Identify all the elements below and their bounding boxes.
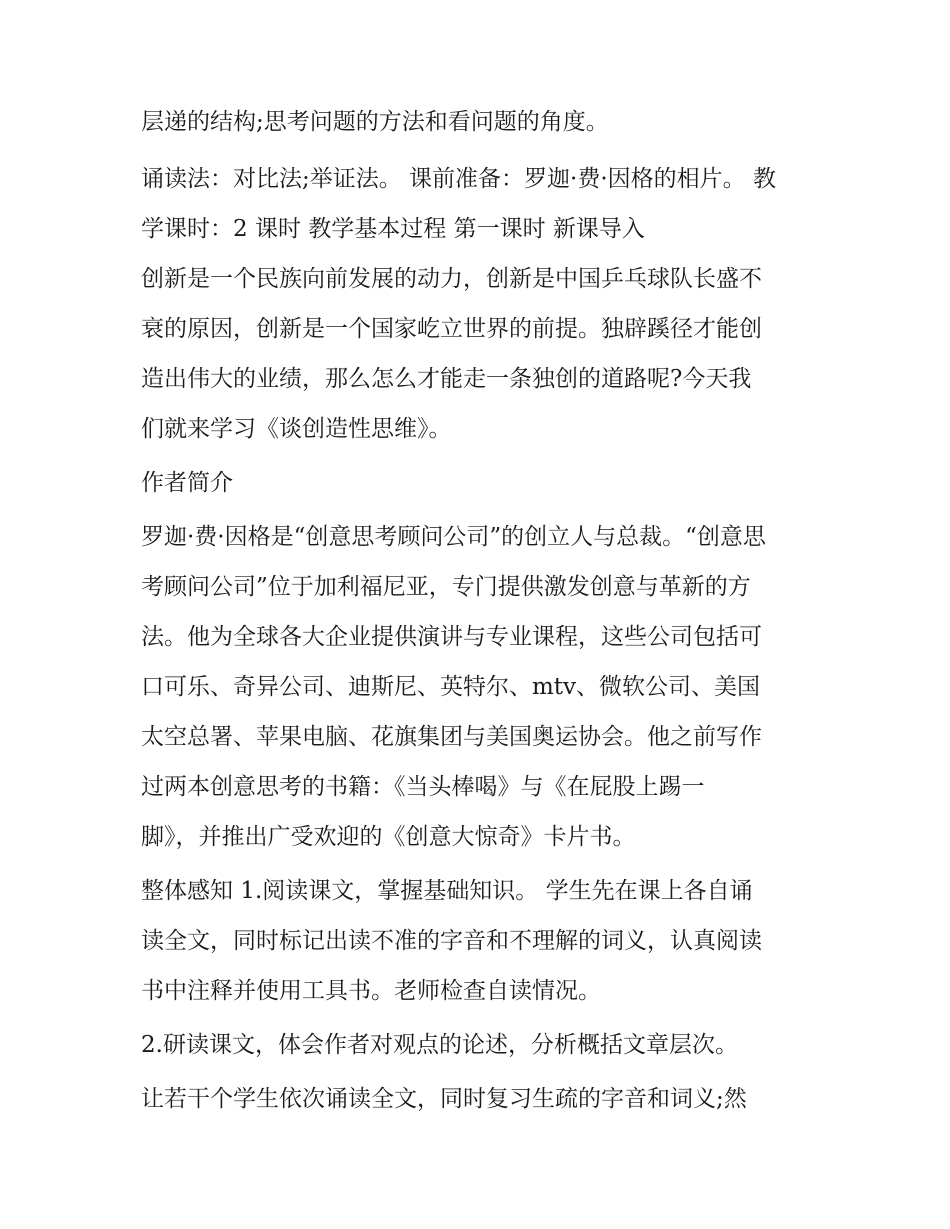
text-line: 整体感知 1.阅读课文，掌握基础知识。 学生先在课上各自诵 [141,878,753,904]
text-line: 脚》，并推出广受欢迎的《创意大惊奇》卡片书。 [141,824,636,850]
text-line: 创新是一个民族向前发展的动力，创新是中国乒乓球队长盛不 [141,266,762,292]
text-line: 口可乐、奇异公司、迪斯尼、英特尔、mtv、微软公司、美国 [141,674,761,700]
text-line: 学课时：2 课时 教学基本过程 第一课时 新课导入 [141,216,645,242]
text-line: 考顾问公司”位于加利福尼亚，专门提供激发创意与革新的方 [141,574,751,600]
text-line: 书中注释并使用工具书。老师检查自读情况。 [141,978,601,1004]
text-line: 过两本创意思考的书籍：《当头棒喝》与《在屁股上踢一 [141,774,705,800]
text-line: 2.研读课文，体会作者对观点的论述，分析概括文章层次。 [141,1032,738,1058]
text-line: 让若干个学生依次诵读全文，同时复习生疏的字音和词义;然 [141,1086,747,1112]
text-line: 造出伟大的业绩，那么怎么才能走一条独创的道路呢?今天我 [141,366,752,392]
section-heading-author: 作者简介 [141,470,233,496]
text-line: 读全文，同时标记出读不准的字音和不理解的词义，认真阅读 [141,928,762,954]
text-line: 们就来学习《谈创造性思维》。 [141,416,452,442]
text-line: 衰的原因，创新是一个国家屹立世界的前提。独辟蹊径才能创 [141,316,762,342]
text-line: 法。他为全球各大企业提供演讲与专业课程，这些公司包括可 [141,624,762,650]
text-line: 诵读法：对比法;举证法。 课前准备：罗迦·费·因格的相片。 教 [141,166,776,192]
text-line: 罗迦·费·因格是“创意思考顾问公司”的创立人与总裁。“创意思 [141,524,766,550]
text-line: 层递的结构;思考问题的方法和看问题的角度。 [141,109,609,135]
text-line: 太空总署、苹果电脑、花旗集团与美国奥运协会。他之前写作 [141,724,762,750]
